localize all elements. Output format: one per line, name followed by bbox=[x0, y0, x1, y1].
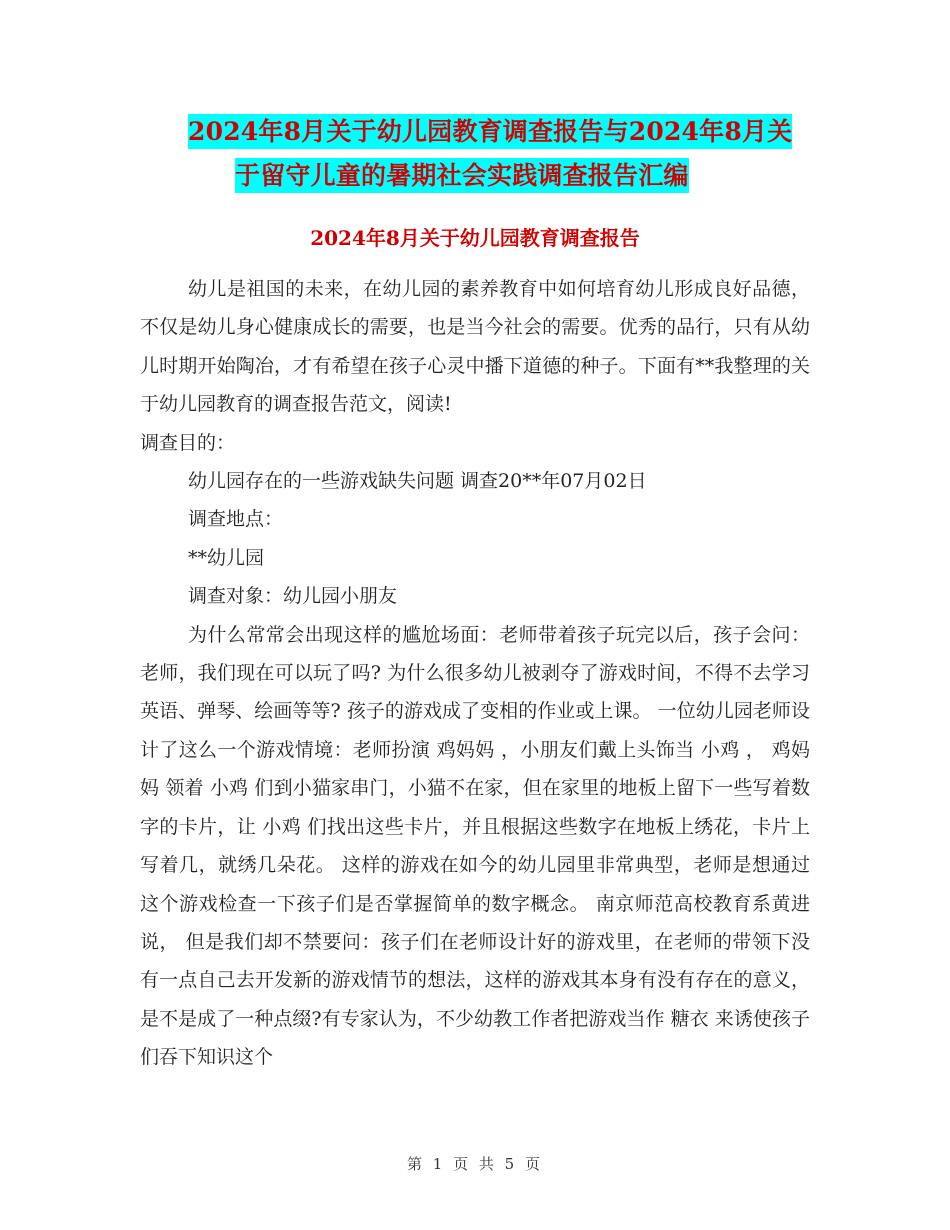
survey-purpose-label: 调查目的： bbox=[140, 431, 236, 454]
document-title bbox=[140, 110, 830, 198]
title-line-2 bbox=[140, 154, 830, 198]
section-title: 2024年8月关于幼儿园教育调查报告 bbox=[310, 226, 640, 250]
title-line-1-text: 2024年8月关于幼儿园教育调查报告与2024年8月关 bbox=[188, 114, 792, 149]
page-number-footer: 第 1 页 共 5 页 bbox=[407, 1155, 543, 1173]
survey-subject-line: 调查对象：幼儿园小朋友 bbox=[188, 585, 398, 608]
survey-location-value: **幼儿园 bbox=[188, 546, 265, 569]
title-line-2-text: 于留守儿童的暑期社会实践调查报告汇编 bbox=[235, 158, 689, 193]
survey-location-label: 调查地点： bbox=[188, 508, 284, 531]
document-body bbox=[140, 270, 810, 1077]
survey-topic-line: 幼儿园存在的一些游戏缺失问题 调查20**年07月02日 bbox=[188, 470, 647, 493]
intro-paragraph: 幼儿是祖国的未来，在幼儿园的素养教育中如何培育幼儿形成良好品德，不仅是幼儿身心健康成长的需要，也是当今社会的需要。优秀的品行，只有从幼儿时期开始陶冶，才有希望在孩子心灵中播下道德的种子。下面有**我整理的关于幼儿园教育的调查报告范文，阅读! bbox=[140, 278, 810, 416]
main-paragraph: 为什么常常会出现这样的尴尬场面：老师带着孩子玩完以后，孩子会问：老师，我们现在可以玩了吗? 为什么很多幼儿被剥夺了游戏时间，不得不去学习英语、弹琴、绘画等等? 孩子的游戏成了变相的作业或上课。 一位幼儿园老师设计了这么一个游戏情境：老师扮演 鸡妈妈 ，小朋友们戴上头饰当 小鸡 ， 鸡妈妈 领着 小鸡 们到小猫家串门，小猫不在家，但在家里的地板上留下一些写着数字的卡片，让 小鸡 们找出这些卡片，并且根据这些数字在地板上绣花，卡片上写着几，就绣几朵花。 这样的游戏在如今的幼儿园里非常典型，老师是想通过这个游戏检查一下孩子们是否掌握简单的数字概念。 南京师范高校教育系黄进说， 但是我们却不禁要问：孩子们在老师设计好的游戏里，在老师的带领下没有一点自己去开发新的游戏情节的想法，这样的游戏其本身有没有存在的意义，是不是成了一种点缀?有专家认为，不少幼教工作者把游戏当作 糖衣 来诱使孩子们吞下知识这个 bbox=[140, 623, 810, 1069]
title-line-1 bbox=[140, 110, 830, 154]
